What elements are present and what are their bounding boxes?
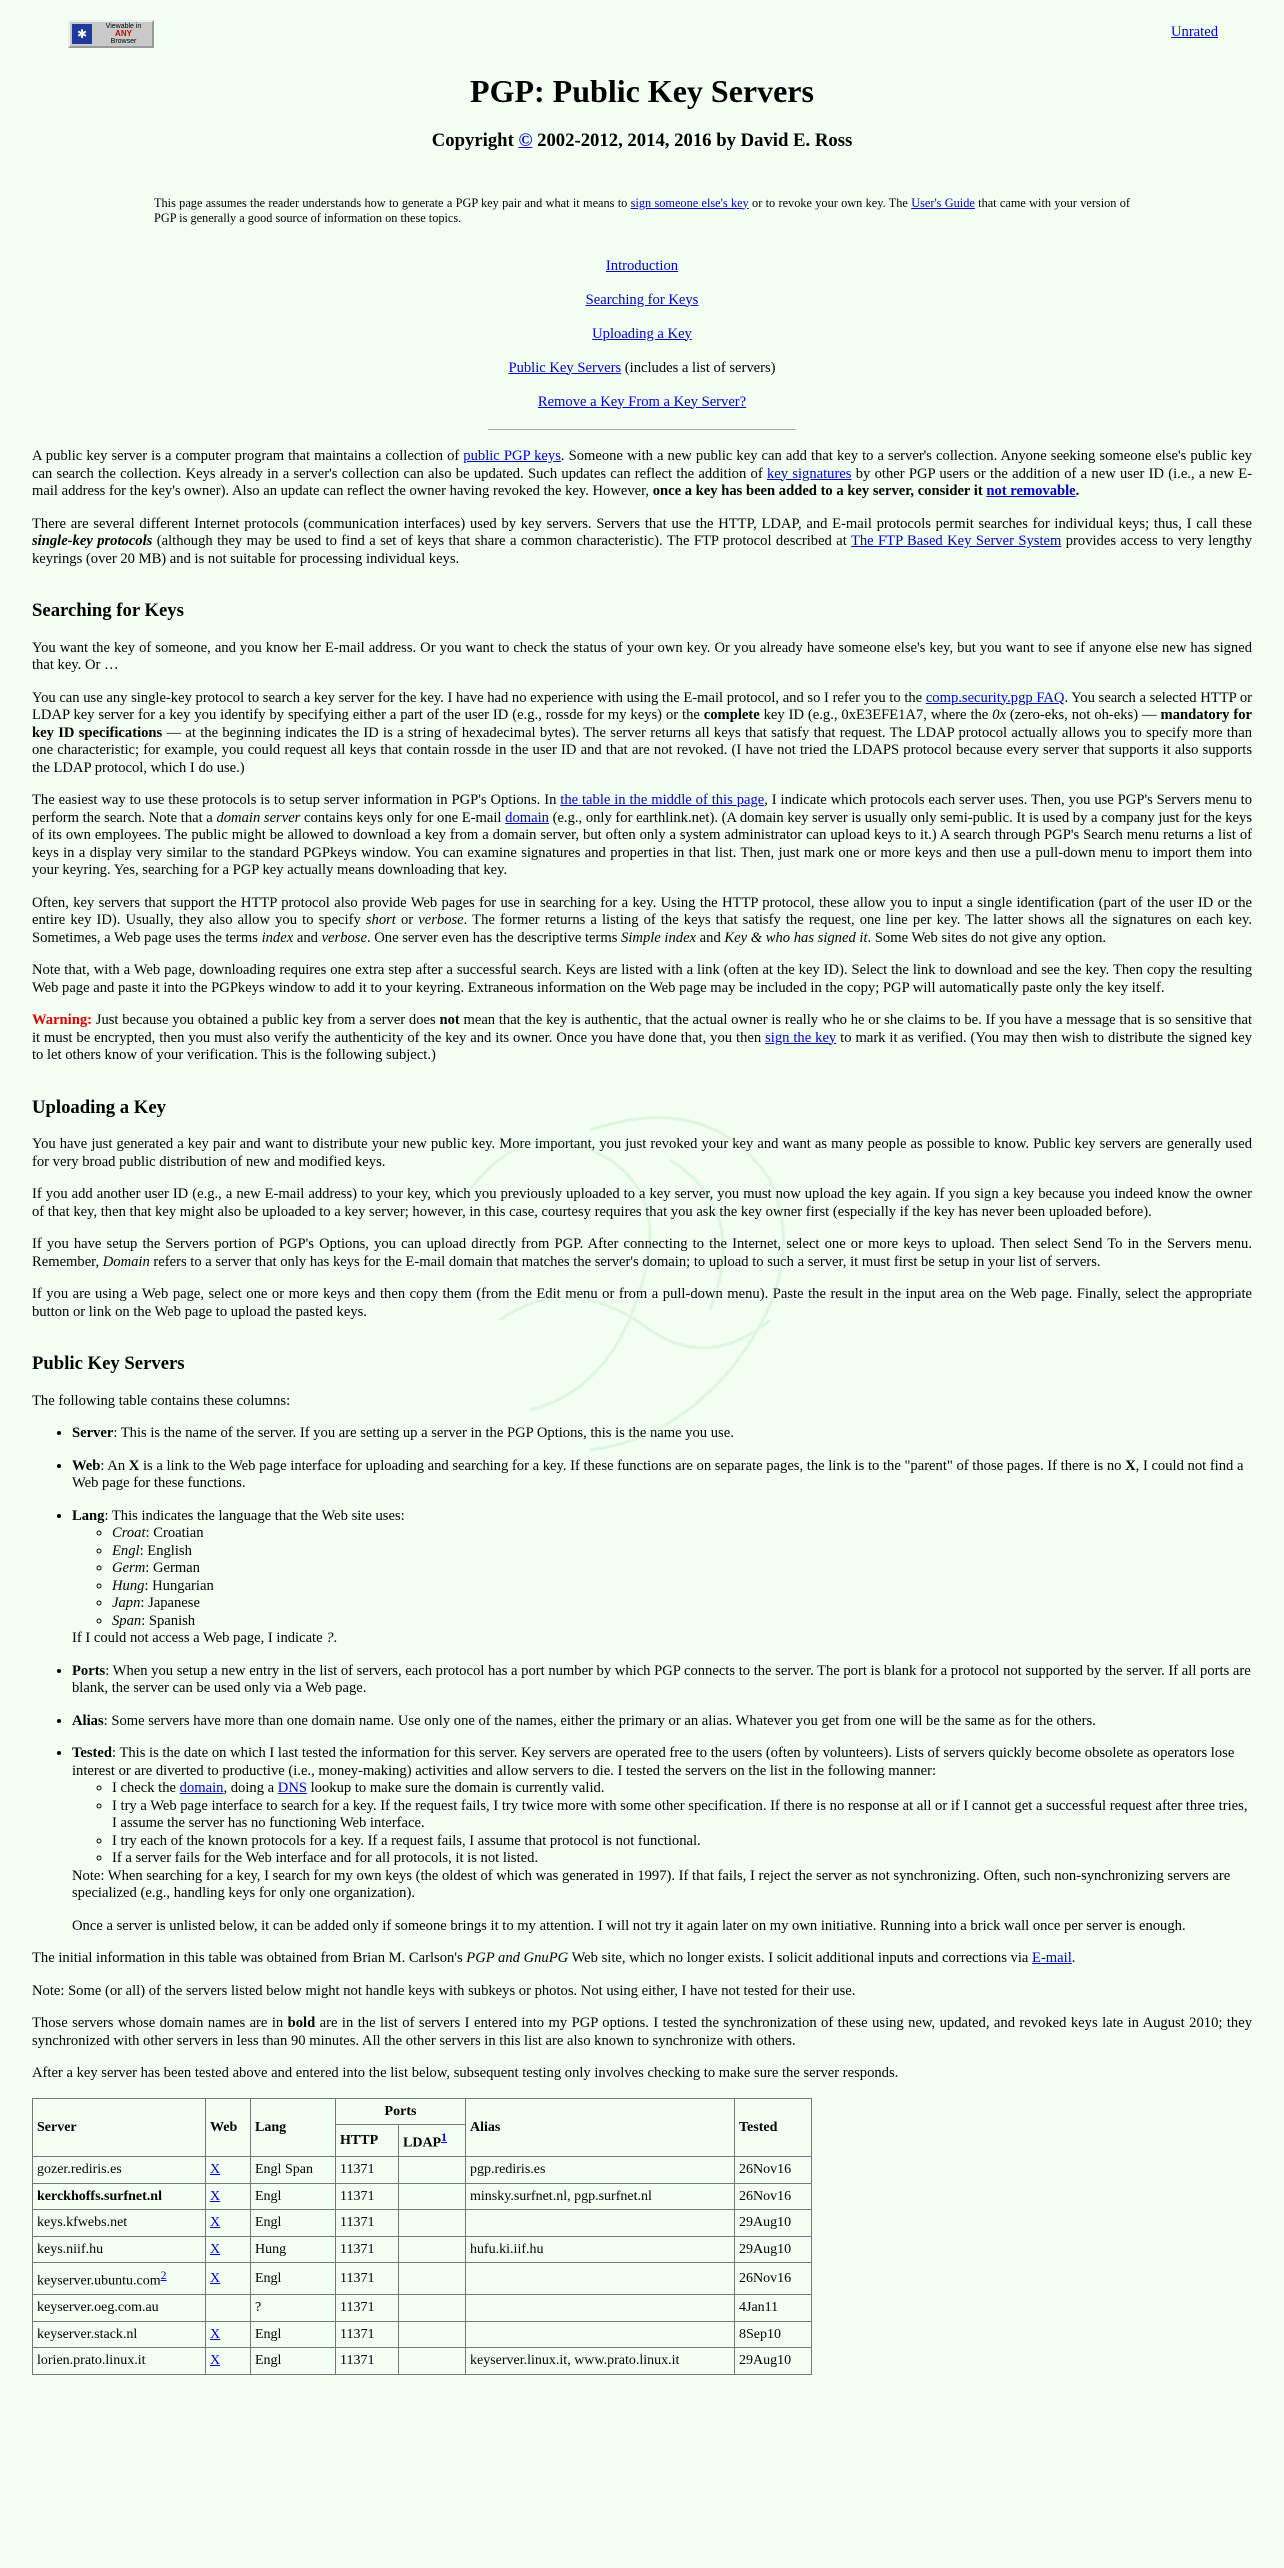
list-item: ◦ Hung: Hungarian — [112, 1578, 1252, 1596]
table-row — [33, 2348, 812, 2375]
copyright-link[interactable]: © — [518, 130, 533, 151]
sign-key-link[interactable]: sign someone else's key — [630, 195, 749, 210]
tested-cell: 29Aug10 — [735, 2210, 812, 2237]
col-header-ldap: LDAP$^1$ — [399, 2125, 466, 2157]
after-testing-paragraph: After a key server has been tested above and entered into the list below, subsequent testing only involves checking to make sure the server responds. — [32, 2065, 899, 2081]
alias-cell — [466, 2263, 735, 2295]
ldap-port-cell — [399, 2183, 466, 2210]
domain-link[interactable]: domain — [505, 809, 549, 826]
uploading-paragraph-3: If you have setup the Servers portion of PGP's Options, you can upload directly from PGP. After connecting to the Internet, select one or more keys to upload. Then select Send To in the Servers menu. Remember, Domain refers to a server that only has keys for the E-mail domain that matches the server's domain; to upload to such a server, it must first be setup in your list of servers. — [32, 1236, 1252, 1270]
toc-item — [32, 258, 1252, 276]
web-interface-link[interactable]: X — [210, 2326, 221, 2342]
table-row — [33, 2210, 812, 2237]
uploading-paragraph-2: If you add another user ID (e.g., a new E-mail address) to your key, which you previously uploaded to a key server, you must now upload the key again. If you sign a key because you indeed know the owner of that key, then that key might also be uploaded to a key server; however, in this case, courtesy requires that you ask the key owner first (especially if the key has never been uploaded before). — [32, 1186, 1252, 1220]
web-cell — [206, 2236, 251, 2263]
uploading-paragraph-1: You have just generated a key pair and want to distribute your new public key. More important, you just revoked your key and want as many people as possible to know. Public key servers are generally used for very broad public distribution of new and modified keys. — [32, 1136, 1252, 1170]
tested-note-2: Once a server is unlisted below, it can be added only if someone brings it to my attention. I will not try it again later on my own initiative. Running into a brick wall once per server is enough. — [72, 1917, 1186, 1934]
ldap-port-cell — [399, 2348, 466, 2375]
bold-servers-paragraph: Those servers whose domain names are in bold are in the list of servers I entered into my PGP options. I tested the synchronization of these using new, updated, and revoked keys late in August 2010; they synchronized with other servers in less than 90 minutes. All the other servers in this list are also known to synchronize with others. — [32, 2015, 1252, 2049]
divider — [488, 429, 796, 430]
dns-link[interactable]: DNS — [277, 1780, 307, 1796]
prerequisite-note: This page assumes the reader understands how to generate a PGP key pair and what it means to sign someone else's key or to revoke your own key. The User's Guide that came with your version of PGP is generally a good source of information on these topics. — [154, 195, 1130, 225]
web-interface-link[interactable]: X — [210, 2270, 221, 2286]
alias-cell: minsky.surfnet.nl, pgp.surfnet.nl — [466, 2183, 735, 2210]
server-cell: keyserver.stack.nl — [33, 2321, 206, 2348]
toc-link-servers[interactable]: Public Key Servers — [508, 359, 622, 376]
subkeys-note: Note: Some (or all) of the servers listed below might not handle keys with subkeys or photos. Not using either, I have not tested for their use. — [32, 1982, 856, 1999]
heading-uploading: Uploading a Key — [32, 1096, 166, 1118]
tested-cell: 4Jan11 — [735, 2295, 812, 2322]
searching-paragraph-1: You want the key of someone, and you know her E-mail address. Or you want to check the status of your own key. Or you already have someone else's key, but you want to see if anyone else new has signed that key. Or … — [32, 639, 1252, 673]
servers-intro: The following table contains these columns: — [32, 1392, 291, 1409]
web-cell — [206, 2348, 251, 2375]
http-port-cell: 11371 — [336, 2348, 399, 2375]
testing-steps — [72, 1780, 1252, 1868]
tested-note: Note: When searching for a key, I search for my own keys (the oldest of which was generated in 1997). If that fails, I reject the server as not synchronizing. Often, such non-synchronizing servers are specialized (e.g., handling keys for only one organization). — [72, 1867, 1231, 1901]
server-cell: keyserver.oeg.com.au — [33, 2295, 206, 2322]
toc-link-uploading[interactable]: Uploading a Key — [592, 325, 692, 342]
server-rows — [33, 2157, 812, 2375]
heading-servers: Public Key Servers — [32, 1353, 185, 1374]
list-item: ◦ I check the domain, doing a DNS lookup to make sure the domain is currently valid. — [112, 1780, 1252, 1798]
intro-paragraph-2: There are several different Internet protocols (communication interfaces) used by key servers. Servers that use the HTTP, LDAP, and E-mail protocols permit searches for individual keys; thus, I call these single-key protocols (although they may be used to find a set of keys that share a common characteristic). The FTP protocol described at The FTP Based Key Server System provides access to very lengthy keyrings (over 20 MB) and is not suitable for processing individual keys. — [32, 515, 1252, 567]
public-pgp-keys-link[interactable]: public PGP keys — [463, 448, 561, 464]
toc-link-remove[interactable]: Remove a Key From a Key Server? — [537, 393, 747, 410]
server-cell: keyserver.ubuntu.com$^2$ — [33, 2263, 206, 2295]
http-port-cell: 11371 — [336, 2295, 399, 2322]
web-cell — [206, 2183, 251, 2210]
list-item: • Lang: This indicates the language that the Web site uses: ◦ Croat: Croatian ◦ Engl: English ◦ Germ: German ◦ Hung: Hungarian ◦ Japn: Japanese ◦ Span: Spanish If I could not access a Web page, I indicate ?. — [72, 1508, 1252, 1648]
web-cell — [206, 2263, 251, 2295]
tested-cell: 29Aug10 — [735, 2348, 812, 2375]
list-item: ◦ I try a Web page interface to search for a key. If the request fails, I try twice more with some other specification. If there is no response at all or if I cannot get a successful request after three tries, I assume the server has no functioning Web interface. — [112, 1798, 1252, 1833]
table-row — [33, 2321, 812, 2348]
table-row — [33, 2295, 812, 2322]
searching-paragraph-4: Often, key servers that support the HTTP protocol also provide Web pages for use in searching for a key. Using the HTTP protocol, these allow you to input a single identification (part of the user ID or the entire key ID). Usually, they also allow you to specify short or verbose. The former returns a listing of the keys that satisfy the request, one line per key. The latter shows all the signatures on each key. Sometimes, a Web page uses the terms index and verbose. One server even has the descriptive terms Simple index and Key & who has signed it. Some Web sites do not give any option. — [32, 894, 1252, 946]
domain-check-link[interactable]: domain — [179, 1780, 224, 1796]
server-cell: keys.niif.hu — [33, 2236, 206, 2263]
intro-paragraph-1: A public key server is a computer program that maintains a collection of public PGP keys. Someone with a new public key can add that key to a server's collection. Anyone seeking someone else's public key can search the collection. Keys already in a server's collection can also be updated. Such updates can reflect the addition of key signatures by other PGP users or the addition of a new user ID (i.e., a new E-mail address for the key's owner). Also an update can reflect the owner having revoked the key. However, once a key has been added to a key server, consider it not removable. — [32, 448, 1253, 499]
ldap-port-cell — [399, 2321, 466, 2348]
alias-cell: hufu.ki.iif.hu — [466, 2236, 735, 2263]
web-interface-link[interactable]: X — [210, 2241, 221, 2257]
col-header-ports: Ports — [336, 2098, 466, 2125]
warning-label: Warning: — [32, 1012, 93, 1028]
server-footnote-link[interactable]: 2 — [160, 2269, 167, 2283]
badge-text: Viewable in ANY Browser — [105, 23, 142, 45]
http-port-cell: 11371 — [336, 2321, 399, 2348]
web-cell — [206, 2210, 251, 2237]
lang-cell: Engl Span — [251, 2157, 336, 2184]
language-list — [72, 1525, 1252, 1630]
web-interface-link[interactable]: X — [210, 2162, 221, 2178]
unrated-link[interactable]: Unrated — [1170, 24, 1218, 40]
http-port-cell: 11371 — [336, 2236, 399, 2263]
col-header-web: Web — [206, 2098, 251, 2157]
col-header-alias: Alias — [466, 2098, 735, 2157]
top-bar — [32, 0, 1252, 60]
toc-link-searching[interactable]: Searching for Keys — [585, 291, 699, 308]
list-item: ◦ Engl: English — [112, 1543, 1252, 1561]
page-title: PGP: Public Key Servers — [470, 73, 814, 109]
warning-paragraph: Warning: Just because you obtained a public key from a server does not mean that the key is authentic, that the actual owner is really who he or she claims to be. If you have a message that is so sensitive that it must be encrypted, then you must also verify the authenticity of the key and its owner. Once you have done that, you then sign the key to mark it as verified. (You may then wish to distribute the signed key to let others know of your verification. This is the following subject.) — [32, 1012, 1253, 1063]
list-item: ◦ I try each of the known protocols for a key. If a request fails, I assume that protocol is not functional. — [112, 1833, 1252, 1851]
viewable-any-browser-badge[interactable] — [68, 20, 154, 48]
col-header-server: Server — [33, 2098, 206, 2157]
server-cell: lorien.prato.linux.it — [33, 2348, 206, 2375]
not-removable-link[interactable]: not removable — [986, 483, 1076, 499]
toc-link-introduction[interactable]: Introduction — [605, 257, 679, 274]
web-cell — [206, 2295, 251, 2322]
lang-cell: Hung — [251, 2236, 336, 2263]
list-item: ◦ If a server fails for the Web interface and for all protocols, it is not listed. — [112, 1850, 1252, 1868]
ldap-port-cell — [399, 2210, 466, 2237]
lang-cell: Engl — [251, 2348, 336, 2375]
list-item: ◦ Span: Spanish — [112, 1613, 1252, 1631]
tested-cell: 8Sep10 — [735, 2321, 812, 2348]
key-signatures-link[interactable]: key signatures — [766, 465, 852, 482]
alias-cell — [466, 2321, 735, 2348]
list-item: • Tested: This is the date on which I last tested the information for this server. Key servers are operated free to the users (often by volunteers). Lists of servers quickly become obsolete as operators lose interest or are diverted to productive (i.e., money-making) activities and allow servers to die. I tested the servers on the list in the following manner: ◦ I check the domain, doing a DNS lookup to make sure the domain is currently valid. ◦ I try a Web page interface to search for a key. If the request fails, I try twice more with some other specification. If there is no response at all or if I cannot get a successful request after three tries, I assume the server has no functioning Web interface. ◦ I try each of the known protocols for a key. If a request fails, I assume that protocol is not functional. ◦ If a server fails for the Web interface and for all protocols, it is not listed. Note: When searching for a key, I search for my own keys (the oldest of which was generated in 1997). If that fails, I reject the server as not synchronizing. Often, such non-synchronizing servers are specialized (e.g., handling keys for only one organization). Once a server is unlisted below, it can be added only if someone brings it to my attention. I will not try it again later on my own initiative. Running into a brick wall once per server is enough. — [72, 1745, 1252, 1935]
http-port-cell: 11371 — [336, 2210, 399, 2237]
web-cell — [206, 2157, 251, 2184]
ftp-key-server-link[interactable]: The FTP Based Key Server System — [850, 533, 1062, 549]
users-guide-link[interactable]: User's Guide — [911, 195, 975, 210]
searching-paragraph-5: Note that, with a Web page, downloading requires one extra step after a successful search. Keys are listed with a link (often at the key ID). Select the link to download and see the key. Then copy the resulting Web page and paste it into the PGPkeys window to add it to your keyring. Extraneous information on the Web page may be included in the copy; PGP will automatically paste only the key itself. — [32, 962, 1252, 996]
lang-cell: ? — [251, 2295, 336, 2322]
browser-logo-icon: ✱ — [72, 24, 92, 44]
ldap-port-cell — [399, 2295, 466, 2322]
tested-cell: 26Nov16 — [735, 2157, 812, 2184]
lang-cell: Engl — [251, 2263, 336, 2295]
table-row — [33, 2183, 812, 2210]
web-interface-link[interactable]: X — [210, 2215, 221, 2231]
column-descriptions — [32, 1425, 1252, 1935]
server-cell: keys.kfwebs.net — [33, 2210, 206, 2237]
list-item: ◦ Japn: Japanese — [112, 1595, 1252, 1613]
sign-the-key-link[interactable]: sign the key — [765, 1029, 837, 1046]
web-interface-link[interactable]: X — [210, 2188, 221, 2204]
list-item: ◦ Croat: Croatian — [112, 1525, 1252, 1543]
table-row — [33, 2236, 812, 2263]
key-servers-table — [32, 2098, 812, 2375]
alias-cell — [466, 2210, 735, 2237]
table-row — [33, 2157, 812, 2184]
toc-item — [32, 292, 1252, 310]
alias-cell — [466, 2295, 735, 2322]
http-port-cell: 11371 — [336, 2157, 399, 2184]
table-of-contents — [32, 258, 1252, 412]
list-item: • Ports: When you setup a new entry in the list of servers, each protocol has a port number by which PGP connects to the server. The port is blank for a protocol not supported by the server. If all ports are blank, the server can be used only via a Web page. — [72, 1663, 1252, 1698]
initial-info-paragraph: The initial information in this table was obtained from Brian M. Carlson's PGP and GnuPG Web site, which no longer exists. I solicit additional inputs and corrections via E-mail. — [32, 1950, 1076, 1966]
http-port-cell: 11371 — [336, 2183, 399, 2210]
server-cell: gozer.rediris.es — [33, 2157, 206, 2184]
ldap-port-cell — [399, 2263, 466, 2295]
tested-cell: 26Nov16 — [735, 2183, 812, 2210]
searching-paragraph-2: You can use any single-key protocol to search a key server for the key. I have had no experience with using the E-mail protocol, and so I refer you to the comp.security.pgp FAQ. You search a selected HTTP or LDAP key server for a key you identify by specifying either a part of the user ID (e.g., rossde for my keys) or the complete key ID (e.g., 0xE3EFE1A7, where the 0x (zero-eks, not oh-eks) — mandatory for key ID specifications — at the beginning indicates the ID is a string of hexadecimal bytes). The server returns all keys that satisfy that request. The LDAP protocol actually allows you to specify more than one characteristic; for example, you could request all keys that contain rossde in the user ID and that are not revoked. (I have not tried the LDAPS protocol because every server that supports it also supports the LDAP protocol, which I do use.) — [32, 689, 1253, 776]
heading-searching: Searching for Keys — [32, 600, 184, 621]
col-header-http: HTTP — [336, 2125, 399, 2157]
searching-paragraph-3: The easiest way to use these protocols is to setup server information in PGP's Options. In the table in the middle of this page, I indicate which protocols each server uses. Then, you use PGP's Servers menu to perform the search. Note that a domain server contains keys only for one E-mail domain (e.g., only for earthlink.net). (A domain key server is usually only semi-public. It is used by a company just for the keys of its own employees. The public might be allowed to download a key from a domain server, but often only a system administrator can upload keys to it.) A search through PGP's Search menu returns a list of keys in a display very similar to the standard PGPkeys window. You can examine signatures and properties in that list. Then, just mark one or more keys and then use a pull-down menu to import them into your keyring. Yes, searching for a PGP key actually means downloading that key. — [32, 792, 1252, 878]
http-port-cell: 11371 — [336, 2263, 399, 2295]
toc-item — [32, 394, 1252, 412]
list-item: • Web: An X is a link to the Web page interface for uploading and searching for a key. If these functions are on separate pages, the link is to the "parent" of those pages. If there is no X, I could not find a Web page for these functions. — [72, 1458, 1252, 1493]
tested-cell: 26Nov16 — [735, 2263, 812, 2295]
list-item: ◦ Germ: German — [112, 1560, 1252, 1578]
lang-cell: Engl — [251, 2210, 336, 2237]
tested-cell: 29Aug10 — [735, 2236, 812, 2263]
list-item: • Server: This is the name of the server. If you are setting up a server in the PGP Options, this is the name you use. — [72, 1425, 1252, 1443]
toc-item: Public Key Servers (includes a list of servers) — [508, 359, 776, 376]
ldap-port-cell — [399, 2236, 466, 2263]
list-item: • Alias: Some servers have more than one domain name. Use only one of the names, either the primary or an alias. Whatever you get from one will be the same as for the others. — [72, 1713, 1252, 1731]
web-cell — [206, 2321, 251, 2348]
uploading-paragraph-4: If you are using a Web page, select one or more keys and then copy them (from the Edit menu or from a pull-down menu). Paste the result in the input area on the Web page. Finally, select the appropriate button or link on the Web page to upload the pasted keys. — [32, 1286, 1252, 1320]
col-header-lang: Lang — [251, 2098, 336, 2157]
toc-item — [32, 326, 1252, 344]
ldap-port-cell — [399, 2157, 466, 2184]
table-row — [33, 2263, 812, 2295]
lang-cell: Engl — [251, 2183, 336, 2210]
alias-cell: keyserver.linux.it, www.prato.linux.it — [466, 2348, 735, 2375]
server-cell: kerckhoffs.surfnet.nl — [33, 2183, 206, 2210]
pgp-faq-link[interactable]: comp.security.pgp FAQ — [925, 689, 1065, 706]
alias-cell: pgp.rediris.es — [466, 2157, 735, 2184]
table-middle-link[interactable]: the table in the middle of this page — [560, 792, 765, 808]
lang-cell: Engl — [251, 2321, 336, 2348]
ldap-footnote-link[interactable]: 1 — [441, 2131, 447, 2144]
web-interface-link[interactable]: X — [210, 2353, 221, 2369]
email-link[interactable]: E-mail — [1032, 1950, 1072, 1966]
col-header-tested: Tested — [735, 2098, 812, 2157]
copyright-line: Copyright © 2002-2012, 2014, 2016 by David E. Ross — [431, 130, 853, 151]
